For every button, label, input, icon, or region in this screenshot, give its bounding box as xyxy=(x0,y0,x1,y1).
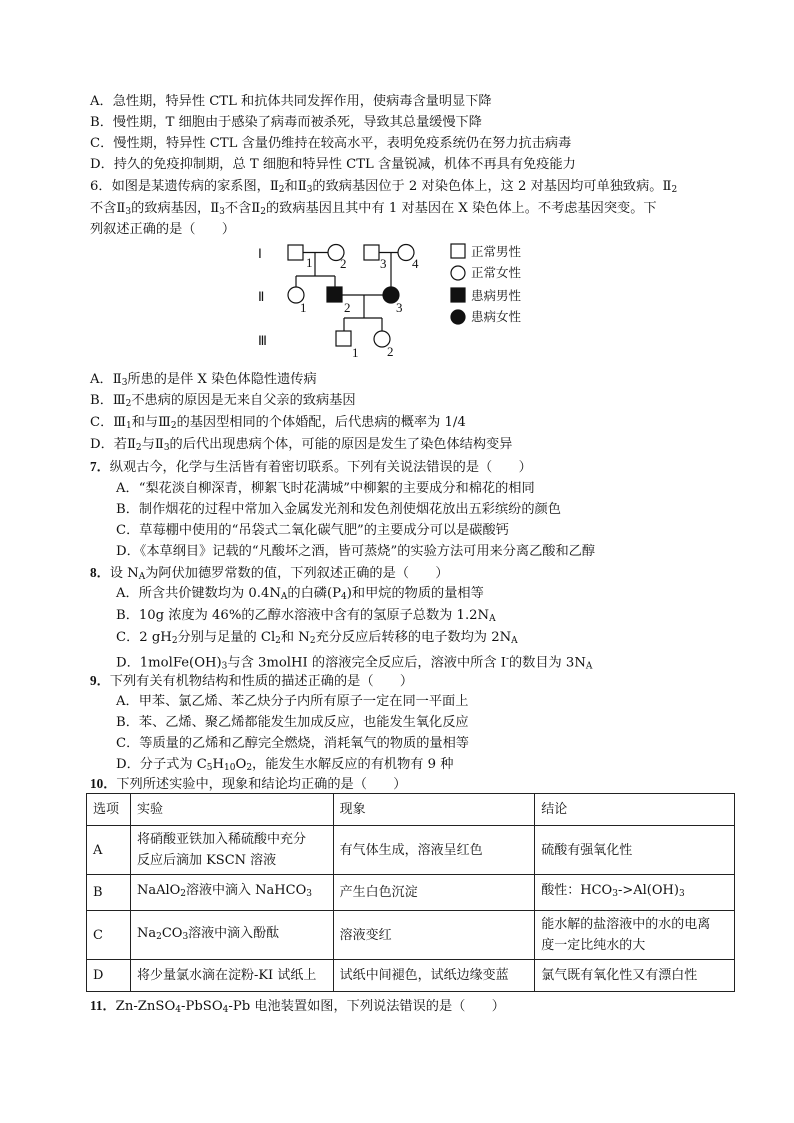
legend-normal-male: 正常男性 xyxy=(471,244,522,259)
q8-option-c: C．2 $gH_2$分别与足量的 $Cl_2$和 $N_2$充分反应后转移的电子数均为 $2N_A$ xyxy=(116,630,518,646)
header-conclusion: 结论 xyxy=(535,794,735,826)
q8-option-b: B．10g 浓度为 46%的乙醇水溶液中含有的氢原子总数为 $1.2N_A$ xyxy=(116,608,496,624)
q5-option-d: D．持久的免疫抑制期，总 T 细胞和特异性 CTL 含量锐减，机体不再具有免疫能力 xyxy=(90,157,576,172)
q11-stem: 11．Zn-ZnSO$_4$-PbSO$_4$-Pb 电池装置如图，下列说法错误的是（ ） xyxy=(90,998,505,1015)
iii1-normal-male xyxy=(336,331,351,346)
legend-normal-female-icon xyxy=(451,266,465,280)
q8-stem: 8．设 $N_A$为阿伏加德罗常数的值，下列叙述正确的是（ ） xyxy=(90,565,449,582)
i1-number: 1 xyxy=(306,255,313,270)
table-header-row xyxy=(87,794,735,826)
q7-stem: 7．纵观古今，化学与生活皆有着密切联系。下列有关说法错误的是（ ） xyxy=(90,459,532,475)
table-row-b xyxy=(87,875,735,911)
cell-phenomenon: 溶液变红 xyxy=(333,911,535,960)
cell-experiment: $Na_2CO_3$溶液中滴入酚酞 xyxy=(130,911,333,960)
i3-normal-male xyxy=(364,245,379,260)
iii1-number: 1 xyxy=(352,345,359,360)
q6-option-c: C．$Ⅲ_1$和与$Ⅲ_2$的基因型相同的个体婚配，后代患病的概率为 1/4 xyxy=(90,415,466,431)
cell-option: C xyxy=(87,911,131,960)
q9-option-b: B．苯、乙烯、聚乙烯都能发生加成反应，也能发生氧化反应 xyxy=(116,715,469,730)
table-row-c xyxy=(87,911,735,960)
q10-table xyxy=(86,793,735,992)
iii2-number: 2 xyxy=(387,344,394,359)
ii1-number: 1 xyxy=(300,300,307,315)
i3-number: 3 xyxy=(380,256,387,271)
q6-option-a: A．$Ⅱ_3$所患的是伴 X 染色体隐性遗传病 xyxy=(90,372,317,388)
ii2-affected-male xyxy=(327,287,342,302)
ii2-number: 2 xyxy=(344,300,351,315)
ii3-number: 3 xyxy=(396,300,403,315)
i4-number: 4 xyxy=(412,256,419,271)
legend-affected-male-icon xyxy=(451,288,465,302)
legend-affected-male: 患病男性 xyxy=(471,288,522,303)
table-row-a xyxy=(87,826,735,875)
legend-affected-female: 患病女性 xyxy=(471,309,522,324)
generation-label-ii: Ⅱ xyxy=(258,289,265,304)
q9-option-c: C．等质量的乙烯和乙醇完全燃烧，消耗氧气的物质的量相等 xyxy=(116,736,469,751)
q9-option-a: A．甲苯、氯乙烯、苯乙炔分子内所有原子一定在同一平面上 xyxy=(116,694,469,709)
cell-conclusion: 氯气既有氧化性又有漂白性 xyxy=(535,960,735,992)
header-experiment: 实验 xyxy=(130,794,333,826)
q10-stem: 10．下列所述实验中，现象和结论均正确的是（ ） xyxy=(90,776,407,792)
q6-stem-line-2: 不含$Ⅱ_3$的致病基因，$Ⅱ_3$不含$Ⅱ_2$的致病基因且其中有 1 对基因在 X 染色体上。不考虑基因突变。下 xyxy=(90,201,657,217)
q5-option-c: C．慢性期，特异性 CTL 含量仍维持在较高水平，表明免疫系统仍在努力抗击病毒 xyxy=(90,136,572,151)
cell-conclusion: 能水解的盐溶液中的水的电离 度一定比纯水的大 xyxy=(535,911,735,960)
cell-phenomenon: 试纸中间褪色，试纸边缘变蓝 xyxy=(333,960,535,992)
cell-experiment: 将少量氯水滴在淀粉-KI 试纸上 xyxy=(130,960,333,992)
q7-option-d: D．《本草纲目》记载的“凡酸坏之酒，皆可蒸烧”的实验方法可用来分离乙酸和乙醇 xyxy=(116,544,596,559)
legend-normal-female: 正常女性 xyxy=(471,265,522,280)
q5-option-a: A．急性期，特异性 CTL 和抗体共同发挥作用，使病毒含量明显下降 xyxy=(90,94,492,109)
legend-normal-male-icon xyxy=(451,244,465,258)
table-row-d xyxy=(87,960,735,992)
cell-conclusion: 酸性：$HCO_3->Al(OH)_3$ xyxy=(535,875,735,911)
q7-option-b: B．制作烟花的过程中常加入金属发光剂和发色剂使烟花放出五彩缤纷的颜色 xyxy=(116,502,561,517)
cell-phenomenon: 产生白色沉淀 xyxy=(333,875,535,911)
q9-option-d: D．分子式为 $C_5H_{10}O_2$，能发生水解反应的有机物有 9 种 xyxy=(116,757,454,773)
header-phenomenon: 现象 xyxy=(333,794,535,826)
generation-label-i: Ⅰ xyxy=(258,246,262,261)
legend-affected-female-icon xyxy=(451,310,465,324)
i1-normal-male xyxy=(288,245,303,260)
q8-option-d: D．$1molFe(OH)_3$与含 3molHI 的溶液完全反应后，溶液中所含 I-的数目为 $3N_A$ xyxy=(116,654,593,672)
cell-experiment: 将硝酸亚铁加入稀硫酸中充分 反应后滴加 KSCN 溶液 xyxy=(130,826,333,875)
generation-label-iii: Ⅲ xyxy=(258,333,267,348)
q7-option-a: A．“梨花淡自柳深青，柳絮飞时花满城”中柳絮的主要成分和棉花的相同 xyxy=(116,481,535,496)
q6-option-d: D．若$Ⅱ_2$与$Ⅱ_3$的后代出现患病个体，可能的原因是发生了染色体结构变异 xyxy=(90,437,513,453)
q6-stem-line-1: 6．如图是某遗传病的家系图，$Ⅱ_2$和$Ⅱ_3$的致病基因位于 2 对染色体上，这 2 对基因均可单独致病。$Ⅱ_2$ xyxy=(90,179,678,195)
cell-experiment: NaAlO$_2$溶液中滴入 NaHCO$_3$ xyxy=(130,875,333,911)
cell-option: B xyxy=(87,875,131,911)
pedigree-chart xyxy=(240,234,560,368)
q8-option-a: A．所含共价键数均为 $0.4N_A$的白磷$(P_4)$和甲烷的物质的量相等 xyxy=(116,586,484,602)
i2-number: 2 xyxy=(340,256,347,271)
q6-option-b: B．$Ⅲ_2$不患病的原因是无来自父亲的致病基因 xyxy=(90,393,356,409)
q9-stem: 9．下列有关有机物结构和性质的描述正确的是（ ） xyxy=(90,673,414,689)
cell-option: D xyxy=(87,960,131,992)
q7-option-c: C．草莓棚中使用的“吊袋式二氧化碳气肥”的主要成分可以是碳酸钙 xyxy=(116,523,509,538)
q6-stem-line-3: 列叙述正确的是（ ） xyxy=(90,222,236,237)
q5-option-b: B．慢性期，T 细胞由于感染了病毒而被杀死，导致其总量缓慢下降 xyxy=(90,115,482,130)
cell-conclusion: 硫酸有强氧化性 xyxy=(535,826,735,875)
header-option: 选项 xyxy=(87,794,131,826)
cell-option: A xyxy=(87,826,131,875)
cell-phenomenon: 有气体生成，溶液呈红色 xyxy=(333,826,535,875)
